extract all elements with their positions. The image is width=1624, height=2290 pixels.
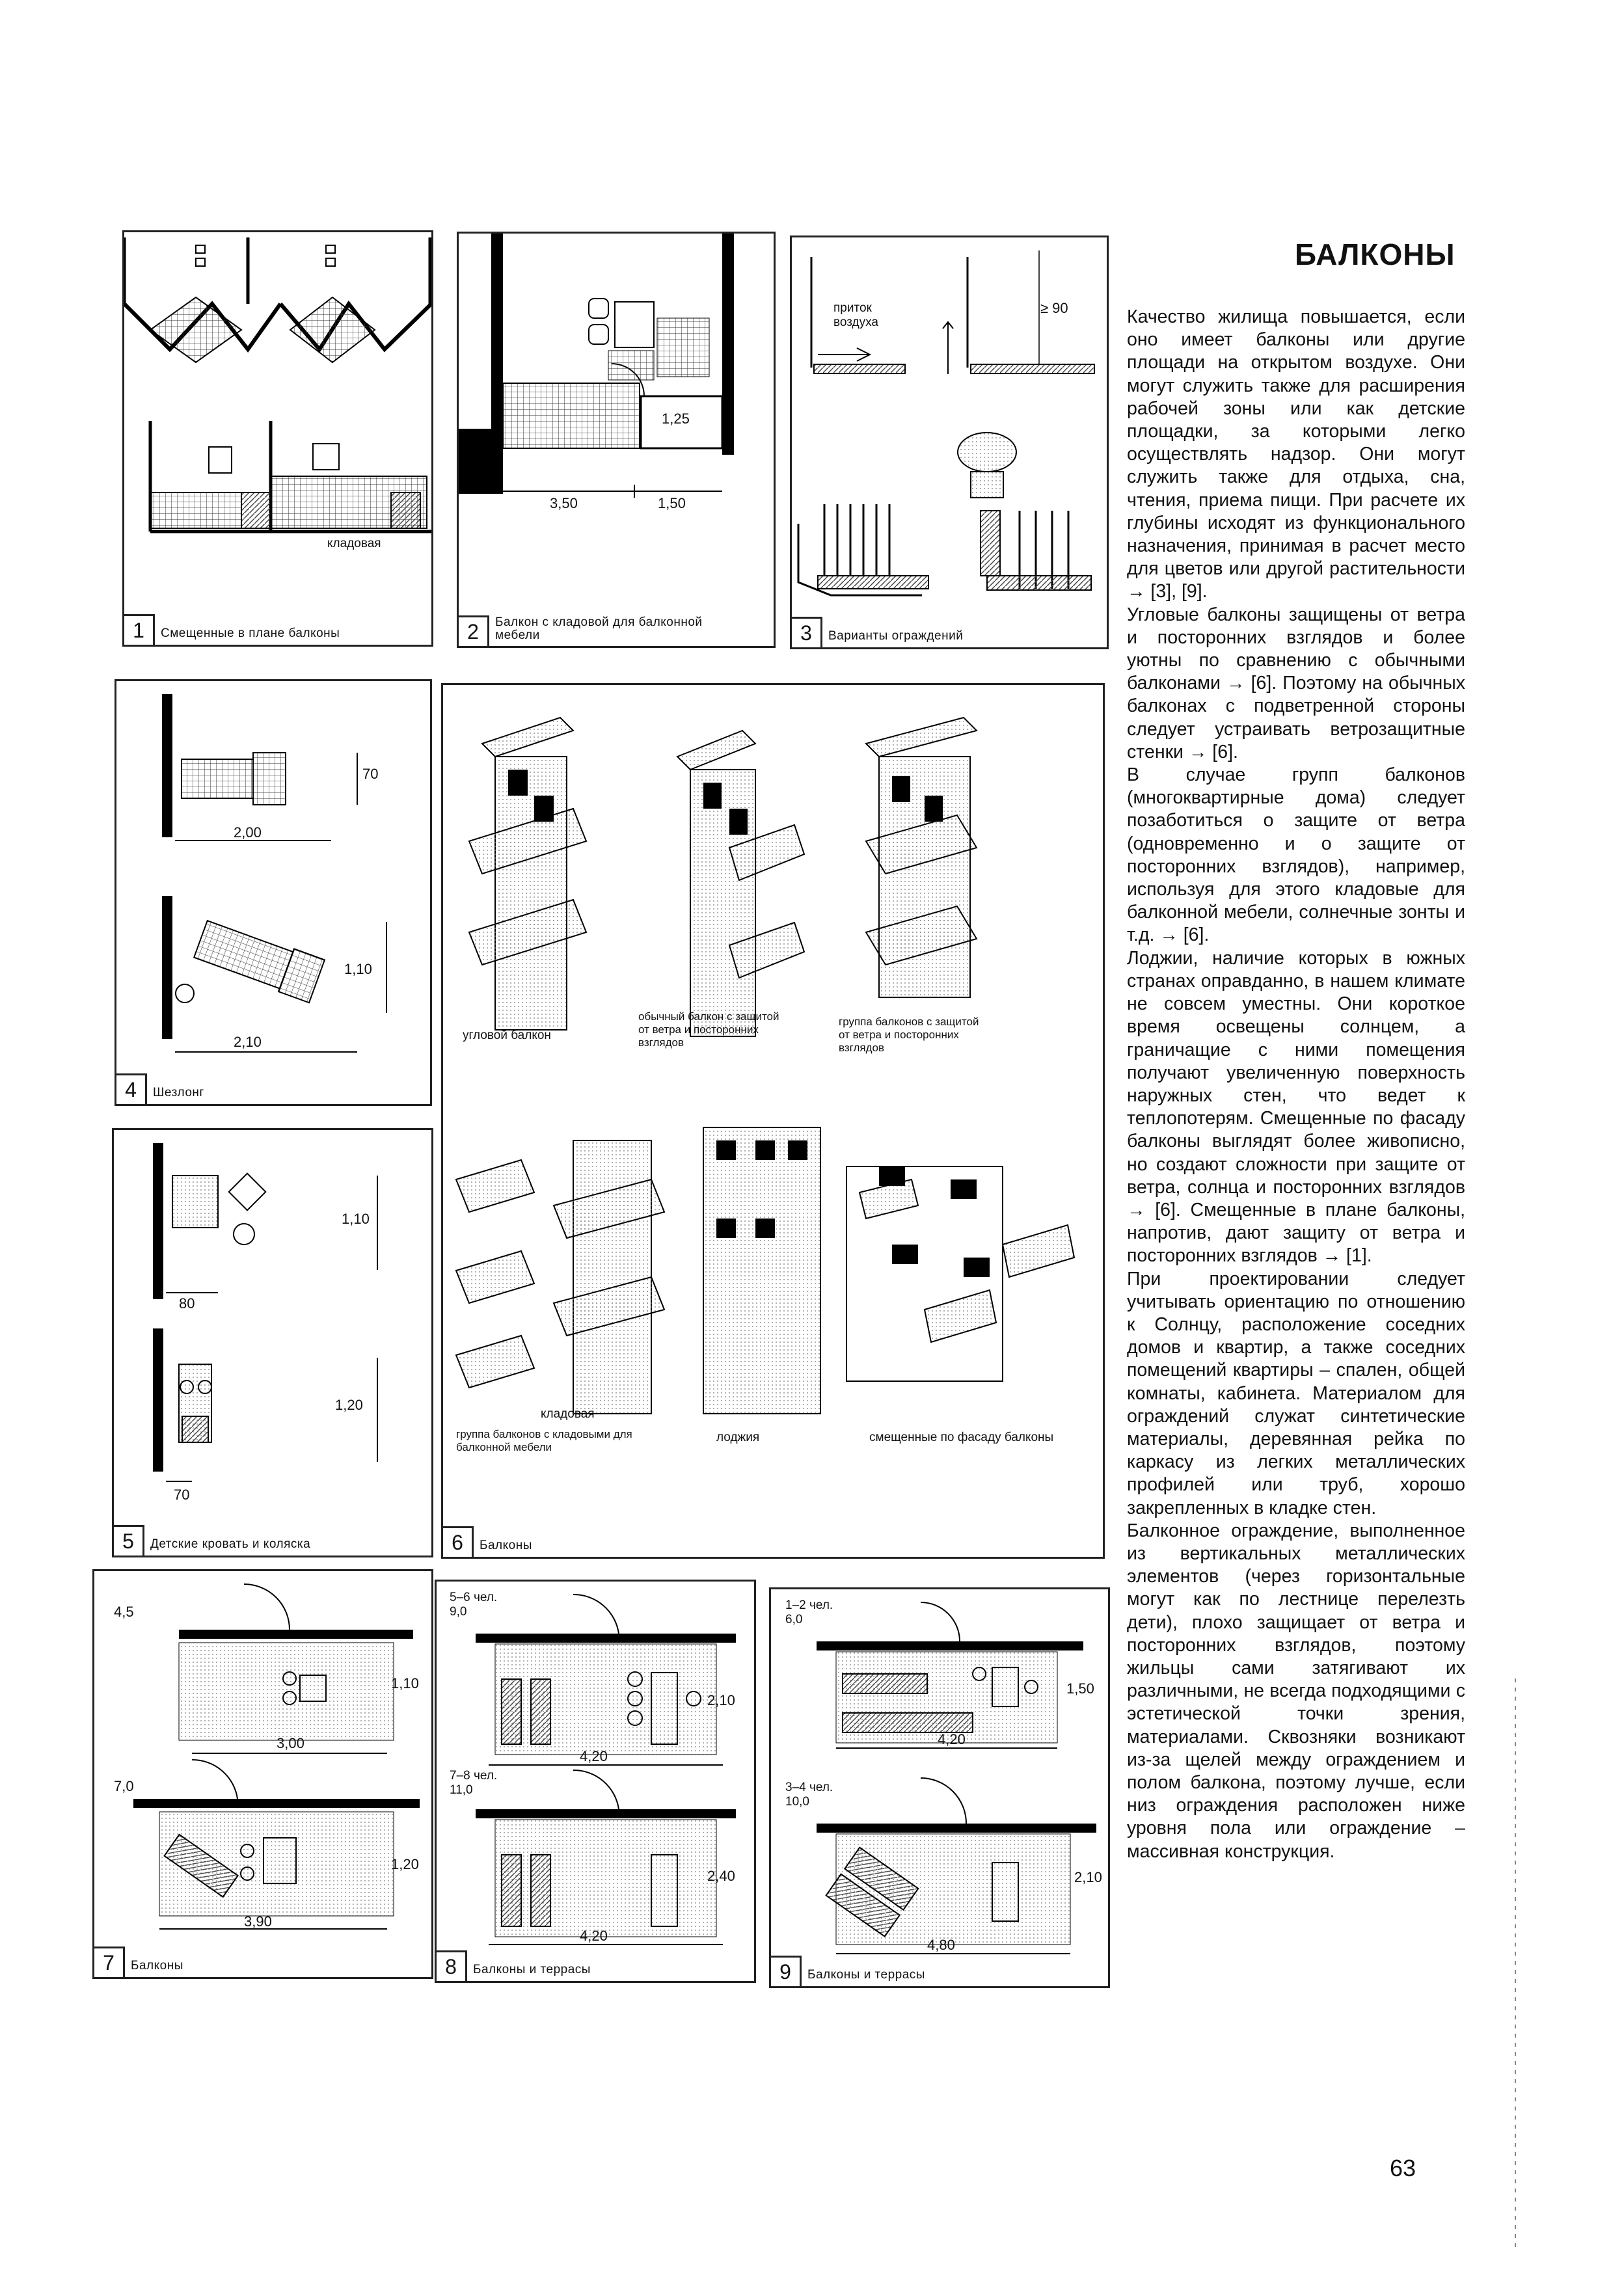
figure-6-label-loggia: лоджия xyxy=(716,1431,760,1444)
figure-9-dim-4: 4,80 xyxy=(927,1937,955,1953)
figure-6-label-group: группа балконов с защитой от ветра и посторонних взглядов xyxy=(839,1016,979,1054)
figure-7-area-2: 7,0 xyxy=(114,1778,134,1794)
figure-7 xyxy=(92,1569,433,1979)
paragraph-5: При проектировании следует учитывать ориентацию по отношению к Солнцу, расположение соседних домов и квартир, а также соседних помещений квартиры – спален, общей комнаты, кабинета. Материалом для ограждений служат синтетические материалы, деревянная рейка по каркасу из легких металлических профилей или труб, хорошо закрепленных в кладке стен. xyxy=(1127,1268,1465,1518)
figure-1-caption: Смещенные в плане балконы xyxy=(161,626,340,640)
figure-7-dim-3: 1,20 xyxy=(391,1856,419,1872)
figure-6-drawing xyxy=(443,685,1103,1557)
figure-2-dim-2: 3,50 xyxy=(550,495,578,511)
figure-6-label-offset: смещенные по фасаду балконы xyxy=(869,1431,1054,1444)
figure-4-caption: Шезлонг xyxy=(153,1086,204,1099)
figure-6-caption: Балконы xyxy=(480,1539,532,1552)
figure-3-label-air: приток воздуха xyxy=(833,301,878,329)
paragraph-3: В случае групп балконов (многоквартирные дома) следует позаботиться о защите от ветра (одновременно и о защите от посторонних взглядов), например, используя для этого кладовые для балконной мебели, солнечные зонты и т.д. → [6]. xyxy=(1127,764,1465,946)
figure-8-area-1: 9,0 xyxy=(450,1605,467,1619)
figure-9 xyxy=(769,1587,1110,1988)
figure-4 xyxy=(115,679,432,1106)
figure-7-dim-2: 3,00 xyxy=(277,1735,304,1751)
figure-3-dim-1: ≥ 90 xyxy=(1040,300,1068,316)
figure-8-area-2: 11,0 xyxy=(450,1783,473,1797)
figure-8-dim-2: 4,20 xyxy=(580,1748,608,1764)
figure-6-label-corner: угловой балкон xyxy=(463,1029,551,1042)
figure-8-number: 8 xyxy=(437,1950,467,1981)
figure-3-number: 3 xyxy=(792,617,822,647)
paragraph-4: Лоджии, наличие которых в южных странах оправданно, в нашем климате не совсем уместны. Они короткое время освещены солнцем, а граничащие с ними помещения получают увеличенную поверхность наружных стен, что ведет к теплопотерям. Смещенные по фасаду балконы выглядят более живописно, но создают сложности при защите от ветра, солнца и посторонних взглядов → [6]. Смещенные в плане балконы, напротив, дают защиту от ветра и посторонних взглядов → [1]. xyxy=(1127,947,1465,1267)
figure-8-people-1: 5–6 чел. xyxy=(450,1591,498,1604)
figure-6-label-storage: кладовая xyxy=(541,1407,595,1421)
figure-5-dim-3: 1,20 xyxy=(335,1397,363,1413)
figure-4-dim-2: 2,00 xyxy=(234,824,262,841)
figure-5-drawing xyxy=(114,1130,431,1556)
figure-1-number: 1 xyxy=(124,614,155,645)
figure-6-label-ordinary: обычный балкон с защитой от ветра и посторонних взглядов xyxy=(638,1010,779,1049)
figure-5 xyxy=(112,1128,433,1557)
figure-5-number: 5 xyxy=(114,1525,144,1556)
figure-4-dim-3: 1,10 xyxy=(344,961,372,977)
figure-9-dim-1: 1,50 xyxy=(1066,1680,1094,1697)
figure-9-caption: Балконы и террасы xyxy=(807,1968,925,1982)
page-number: 63 xyxy=(1390,2155,1416,2181)
figure-3-caption: Варианты ограждений xyxy=(828,629,964,643)
figure-5-dim-1: 1,10 xyxy=(342,1211,370,1227)
figure-3 xyxy=(790,236,1109,649)
figure-1-drawing xyxy=(124,232,431,645)
figure-7-dim-4: 3,90 xyxy=(244,1913,272,1930)
figure-8-dim-4: 4,20 xyxy=(580,1928,608,1944)
figure-6 xyxy=(441,683,1105,1559)
body-text xyxy=(1127,306,1465,1863)
figure-9-number: 9 xyxy=(771,1956,802,1986)
figure-8 xyxy=(435,1580,756,1983)
figure-5-dim-2: 80 xyxy=(179,1295,195,1312)
figure-2-dim-1: 1,25 xyxy=(662,411,690,427)
figure-2-drawing xyxy=(459,234,774,646)
figure-9-people-2: 3–4 чел. xyxy=(785,1781,833,1794)
figure-2-caption: Балкон с кладовой для балконной мебели xyxy=(495,615,703,642)
figure-9-dim-2: 4,20 xyxy=(938,1731,966,1747)
figure-7-area-1: 4,5 xyxy=(114,1604,134,1620)
figure-6-label-group-storage: группа балконов с кладовыми для балконной мебели xyxy=(456,1428,632,1453)
figure-3-drawing xyxy=(792,237,1107,647)
figure-7-caption: Балконы xyxy=(131,1959,183,1973)
figure-4-drawing xyxy=(116,681,430,1104)
figure-1 xyxy=(122,230,433,647)
page-title: БАЛКОНЫ xyxy=(1295,237,1455,271)
figure-4-dim-1: 70 xyxy=(362,766,379,782)
figure-9-area-2: 10,0 xyxy=(785,1795,809,1809)
paragraph-6: Балконное ограждение, выполненное из вертикальных металлических элементов (через горизонтальные могут как по лестнице перелезть дети), плохо защищает от ветра и посторонних взглядов, поэтому жильцы сами затягивают их различными, не всегда подходящими с эстетической точки зрения, материалами. Сквозняки возникают из-за щелей между ограждением и полом балкона, поэтому лучше, если низ ограждения расположен ниже уровня пола или ограждение – массивная конструкция. xyxy=(1127,1520,1465,1862)
figure-8-dim-1: 2,10 xyxy=(707,1692,735,1708)
figure-8-caption: Балконы и террасы xyxy=(473,1963,591,1976)
scan-margin-line xyxy=(1515,1678,1516,2251)
figure-9-dim-3: 2,10 xyxy=(1074,1869,1102,1885)
figure-6-number: 6 xyxy=(443,1526,474,1557)
paragraph-1: Качество жилища повышается, если оно имеет балконы или другие площади на открытом воздухе. Они могут служить также для расширения рабочей зоны или как детские площадки, за которыми легко осуществлять надзор. Они могут служить также для отдыха, сна, чтения, приема пищи. При расчете их глубины исходят из функционального назначения, принимая в расчет место для цветов или другой растительности → [3], [9]. xyxy=(1127,306,1465,602)
figure-9-people-1: 1–2 чел. xyxy=(785,1598,833,1612)
figure-4-dim-4: 2,10 xyxy=(234,1034,262,1050)
figure-7-dim-1: 1,10 xyxy=(391,1675,419,1691)
figure-8-dim-3: 2,40 xyxy=(707,1868,735,1884)
figure-7-number: 7 xyxy=(94,1946,125,1977)
paragraph-2: Угловые балконы защищены от ветра и посторонних взглядов и более уютны по сравнению с обычными балконами → [6]. Поэтому на обычных балконах с подветренной стороны следует устраивать ветрозащитные стенки → [6]. xyxy=(1127,604,1465,762)
figure-9-area-1: 6,0 xyxy=(785,1613,803,1626)
figure-2-dim-3: 1,50 xyxy=(658,495,686,511)
figure-2 xyxy=(457,232,776,648)
figure-1-label-storage: кладовая xyxy=(327,537,381,550)
figure-8-people-2: 7–8 чел. xyxy=(450,1769,498,1783)
figure-2-number: 2 xyxy=(459,615,489,646)
figure-5-dim-4: 70 xyxy=(174,1487,190,1503)
figure-5-caption: Детские кровать и коляска xyxy=(150,1537,311,1551)
figure-4-number: 4 xyxy=(116,1073,147,1104)
